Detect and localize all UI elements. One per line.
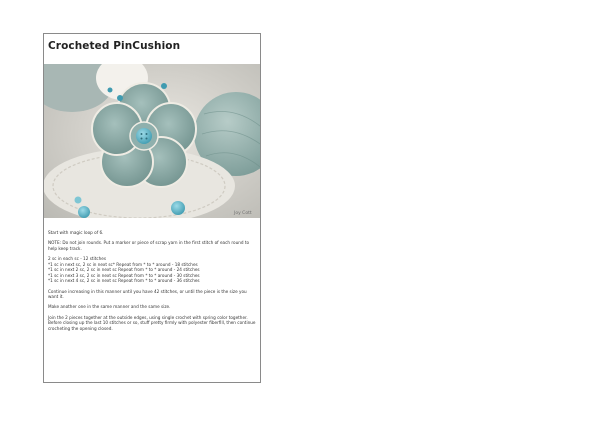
rounds-list (48, 256, 258, 284)
document-page (43, 33, 261, 383)
another-paragraph: Make another one in the same manner and the same size. (48, 304, 171, 310)
loose-button (78, 206, 90, 218)
intro-paragraph: Start with magic loop of 6. (48, 230, 104, 235)
round-line: 2 sc in each sc - 12 stitches (48, 255, 107, 261)
round-line: *1 sc in next 3 sc, 2 sc in next sc Repeat from * to * around - 30 stitches (48, 272, 200, 278)
round-line: *1 sc in next sc, 2 sc in next sc* Repeat from * to * around - 18 stitches (48, 261, 198, 267)
center-button (136, 128, 152, 144)
continue-paragraph: Continue increasing in this manner until you have 42 stitches, or until the piece is the size you want it. (48, 288, 247, 300)
join-paragraph: Join the 2 pieces together at the outside edges, using single crochet with spring color together. Before closing up the last 10 stitches or so, stuff pretty firmly with polyester fiberfill, then continue crocheting the opening closed. (48, 314, 256, 331)
photo-watermark: Joy Cott (234, 211, 252, 216)
note-paragraph: NOTE: Do not join rounds. Put a marker or piece of scrap yarn in the first stitch of each round to help keep track. (48, 240, 250, 251)
pincushion-illustration (44, 64, 260, 218)
loose-button (171, 201, 185, 215)
round-line: *1 sc in next 4 sc, 2 sc in next sc Repeat from * to * around - 36 stitches (48, 278, 200, 284)
round-line: *1 sc in next 2 sc, 2 sc in next sc Repeat from * to * around - 24 stitches (48, 267, 200, 273)
pincushion-photo (44, 64, 260, 218)
pattern-text (48, 230, 258, 336)
document-title: Crocheted PinCushion (48, 40, 181, 52)
